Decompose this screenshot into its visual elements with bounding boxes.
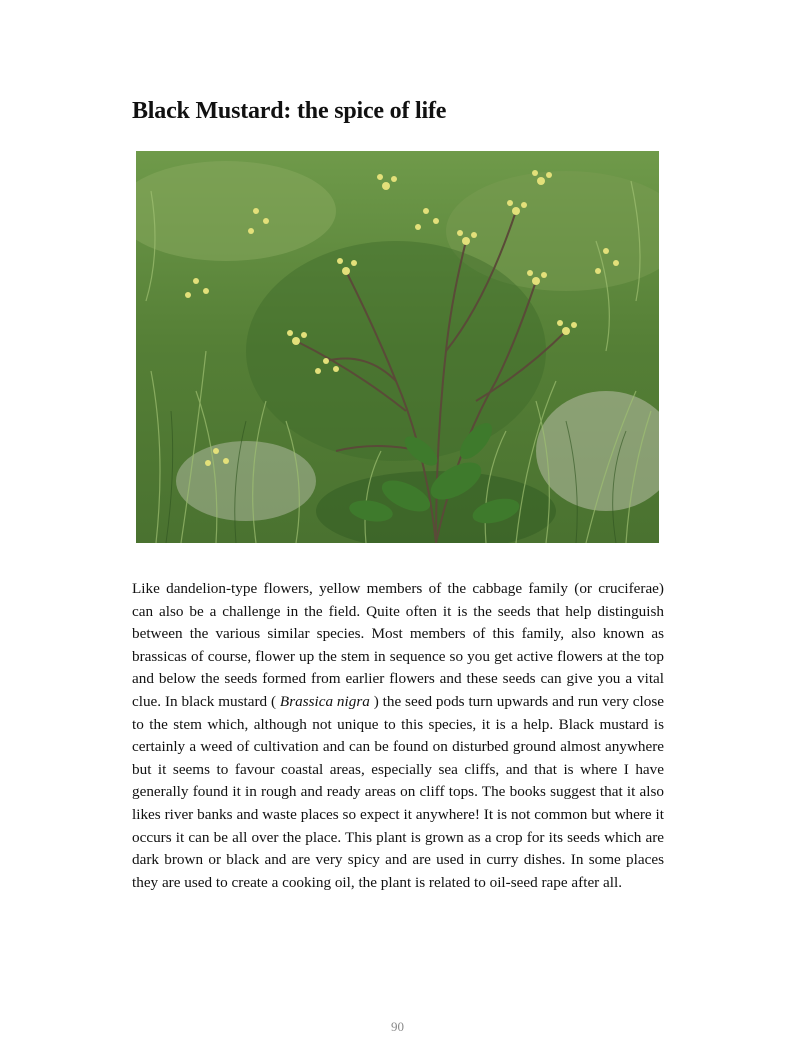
body-paragraph <box>132 578 664 894</box>
black-mustard-photo <box>136 151 659 543</box>
page-number: 90 <box>391 1019 404 1034</box>
species-name: Brassica nigra <box>279 692 370 710</box>
body-text-part-2: ) the seed pods turn upwards and run very close to the stem which, although not unique to this species, it is a help. Black mustard is certainly a weed of cultivation and can be found on disturbed ground almost anywhere but it seems to favour coastal areas, especially sea cliffs, and that is where I have generally found it in rough and ready areas on cliff tops. The books suggest that it also likes river banks and waste places so expect it anywhere! It is not common but where it occurs it can be all over the place. This plant is grown as a crop for its seeds which are dark brown or black and are very spicy and are used in curry dishes. In some places they are used to create a cooking oil, the plant is related to oil-seed rape after all. <box>132 692 665 891</box>
page-title: Black Mustard: the spice of life <box>132 98 447 124</box>
body-text-part-1: Like dandelion-type flowers, yellow members of the cabbage family (or cruciferae) can also be a challenge in the field. Quite often it is the seeds that help distinguish between the various similar species. Most members of this family, also known as brassicas of course, flower up the stem in sequence so you get active flowers at the top and below the seeds formed from earlier flowers and these seeds can give you a vital clue. In black mustard ( <box>132 580 664 710</box>
